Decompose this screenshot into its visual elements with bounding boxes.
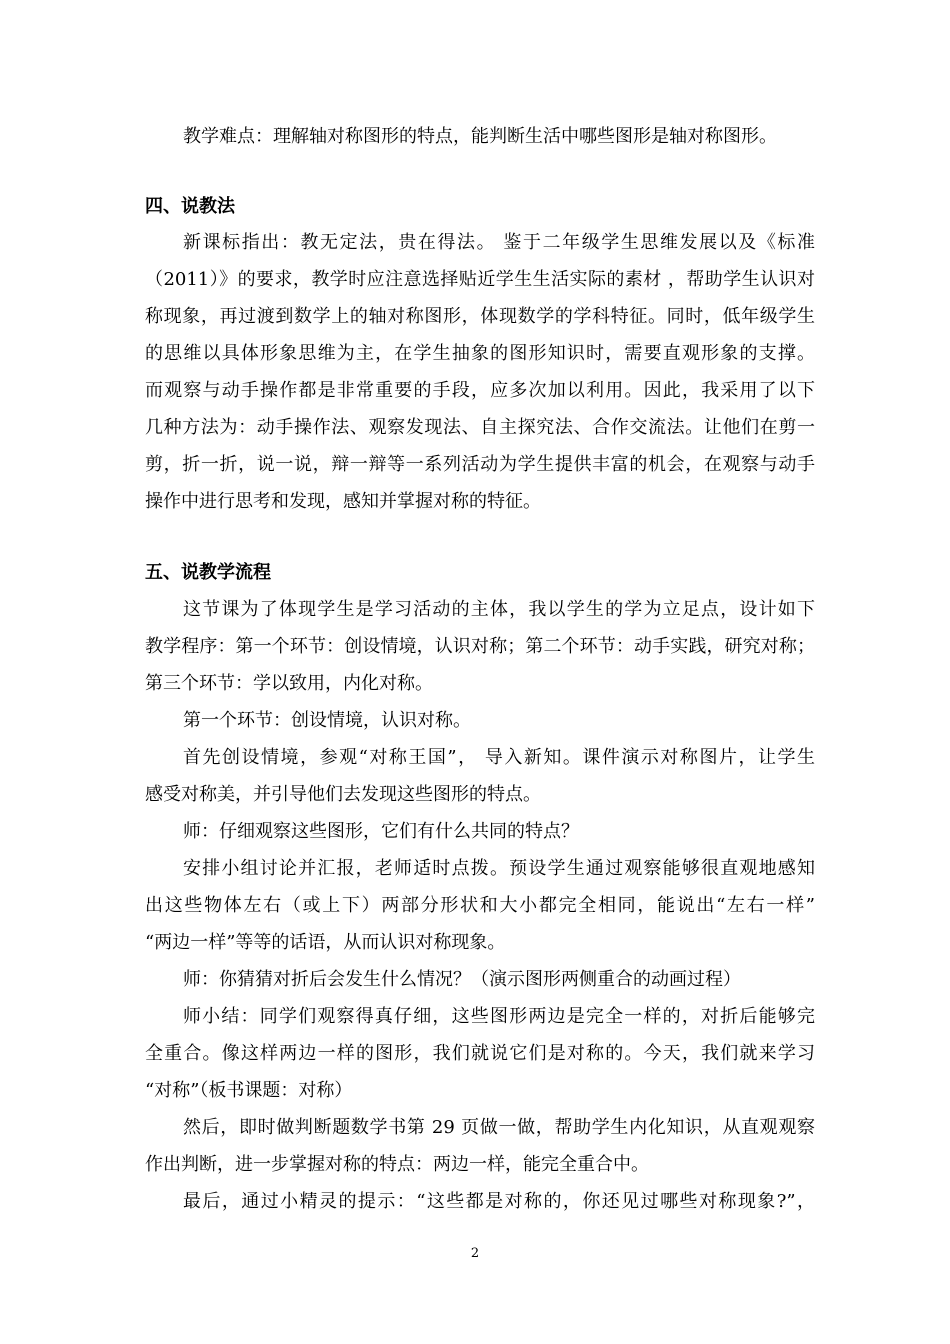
section-5-heading: 五、说教学流程: [145, 562, 271, 583]
paragraph-line: 而观察与动手操作都是非常重要的手段，应多次加以利用。因此，我采用了以下: [145, 380, 815, 401]
teaching-difficulty: 教学难点：理解轴对称图形的特点，能判断生活中哪些图形是轴对称图形。: [183, 126, 777, 147]
paragraph-line: 称现象，再过渡到数学上的轴对称图形，体现数学的学科特征。同时，低年级学生: [145, 306, 815, 327]
paragraph-line: 这节课为了体现学生是学习活动的主体，我以学生的学为立足点，设计如下: [183, 599, 815, 620]
paragraph-line: 几种方法为：动手操作法、观察发现法、自主探究法、合作交流法。让他们在剪一: [145, 417, 815, 438]
paragraph-line: 安排小组讨论并汇报，老师适时点拨。预设学生通过观察能够很直观地感知: [183, 858, 815, 879]
paragraph-line: 全重合。像这样两边一样的图形，我们就说它们是对称的。今天，我们就来学习: [145, 1043, 815, 1064]
paragraph-line: 的思维以具体形象思维为主，在学生抽象的图形知识时，需要直观形象的支撑。: [145, 343, 815, 364]
paragraph-line: 第三个环节：学以致用，内化对称。: [145, 673, 433, 694]
paragraph-line: 作出判断，进一步掌握对称的特点：两边一样，能完全重合中。: [145, 1154, 649, 1175]
paragraph-line: 师小结：同学们观察得真仔细，这些图形两边是完全一样的，对折后能够完: [183, 1006, 815, 1027]
paragraph-line: 首先创设情境，参观“对称王国”， 导入新知。课件演示对称图片，让学生: [183, 747, 815, 768]
paragraph-line: “对称”（板书课题：对称）: [145, 1080, 353, 1101]
paragraph-line: （2011）》的要求，教学时应注意选择贴近学生生活实际的素材 ，帮助学生认识对: [145, 269, 815, 290]
paragraph-line: 师：仔细观察这些图形，它们有什么共同的特点？: [183, 821, 579, 842]
paragraph-line: 剪，折一折，说一说，辩一辩等一系列活动为学生提供丰富的机会，在观察与动手: [145, 454, 815, 475]
paragraph-line: 出这些物体左右（或上下）两部分形状和大小都完全相同，能说出“左右一样”: [145, 895, 815, 916]
paragraph-line: “两边一样”等等的话语，从而认识对称现象。: [145, 932, 506, 953]
paragraph-line: 最后，通过小精灵的提示：“这些都是对称的，你还见过哪些对称现象?”，: [183, 1191, 815, 1212]
paragraph-line: 第一个环节：创设情境，认识对称。: [183, 710, 471, 731]
paragraph-line: 教学程序：第一个环节：创设情境，认识对称；第二个环节：动手实践，研究对称；: [145, 636, 815, 657]
section-4-heading: 四、说教法: [145, 196, 235, 217]
paragraph-line: 然后，即时做判断题数学书第 29 页做一做，帮助学生内化知识，从直观观察: [183, 1117, 815, 1138]
paragraph-line: 操作中进行思考和发现，感知并掌握对称的特征。: [145, 491, 541, 512]
paragraph-line: 师：你猜猜对折后会发生什么情况？（演示图形两侧重合的动画过程）: [183, 969, 741, 990]
paragraph-line: 感受对称美，并引导他们去发现这些图形的特点。: [145, 784, 541, 805]
page-number: 2: [470, 1246, 480, 1261]
paragraph-line: 新课标指出：教无定法，贵在得法。 鉴于二年级学生思维发展以及《标准: [183, 232, 815, 253]
